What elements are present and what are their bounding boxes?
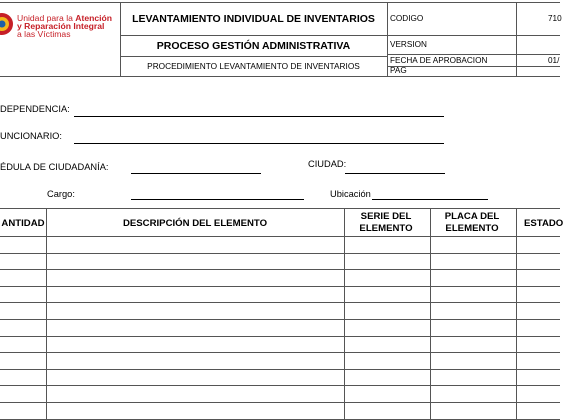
process-name: PROCESO GESTIÓN ADMINISTRATIVA <box>156 39 351 52</box>
funcionario-label: UNCIONARIO: <box>0 131 62 141</box>
dependencia-line[interactable] <box>74 116 444 117</box>
column-header-estado: ESTADO <box>524 218 564 229</box>
approval-date-value: 01/ <box>548 55 560 65</box>
header-col-divider-2 <box>387 2 388 76</box>
logo-line-2: y Reparación Integral <box>17 21 105 31</box>
ciudad-label: CIUDAD: <box>308 159 347 169</box>
cargo-line[interactable] <box>131 199 304 200</box>
version-label: VERSION <box>390 40 427 49</box>
inventory-table <box>0 208 564 420</box>
page-label: PAG <box>390 66 407 75</box>
funcionario-line[interactable] <box>74 143 444 144</box>
document-title: LEVANTAMIENTO INDIVIDUAL DE INVENTARIOS <box>132 12 375 25</box>
procedure-name: PROCEDIMIENTO LEVANTAMIENTO DE INVENTARIOS <box>147 61 360 71</box>
column-header-placa: PLACA DEL ELEMENTO <box>444 211 500 234</box>
logo-line-1: Unidad para la <box>17 13 73 23</box>
ubicacion-line[interactable] <box>372 199 488 200</box>
header-col-divider-3 <box>516 2 517 76</box>
header-bottom-border <box>0 76 560 77</box>
cargo-label: Cargo: <box>47 189 75 199</box>
column-header-cantidad: ANTIDAD <box>1 218 45 229</box>
approval-date-label: FECHA DE APROBACION <box>390 55 488 65</box>
cedula-label: ÉDULA DE CIUDADANÍA: <box>0 162 109 172</box>
logo-line-1-bold: Atención <box>75 13 113 23</box>
code-value: 710 <box>548 14 562 23</box>
header-row-divider-4 <box>387 66 560 67</box>
column-header-descripcion: DESCRIPCIÓN DEL ELEMENTO <box>122 218 268 229</box>
cedula-line[interactable] <box>131 173 261 174</box>
logo-line-3: a las Víctimas <box>17 29 71 39</box>
ubicacion-label: Ubicación <box>330 189 371 199</box>
organization-logo <box>0 6 120 46</box>
victims-unit-logo-icon <box>0 8 14 40</box>
dependencia-label: DEPENDENCIA: <box>0 104 70 114</box>
ciudad-line[interactable] <box>345 173 445 174</box>
column-header-serie: SERIE DEL ELEMENTO <box>359 211 413 234</box>
code-label: CODIGO <box>390 14 424 23</box>
logo-text <box>17 14 112 38</box>
document-header <box>0 0 560 76</box>
table-grid <box>0 208 560 420</box>
